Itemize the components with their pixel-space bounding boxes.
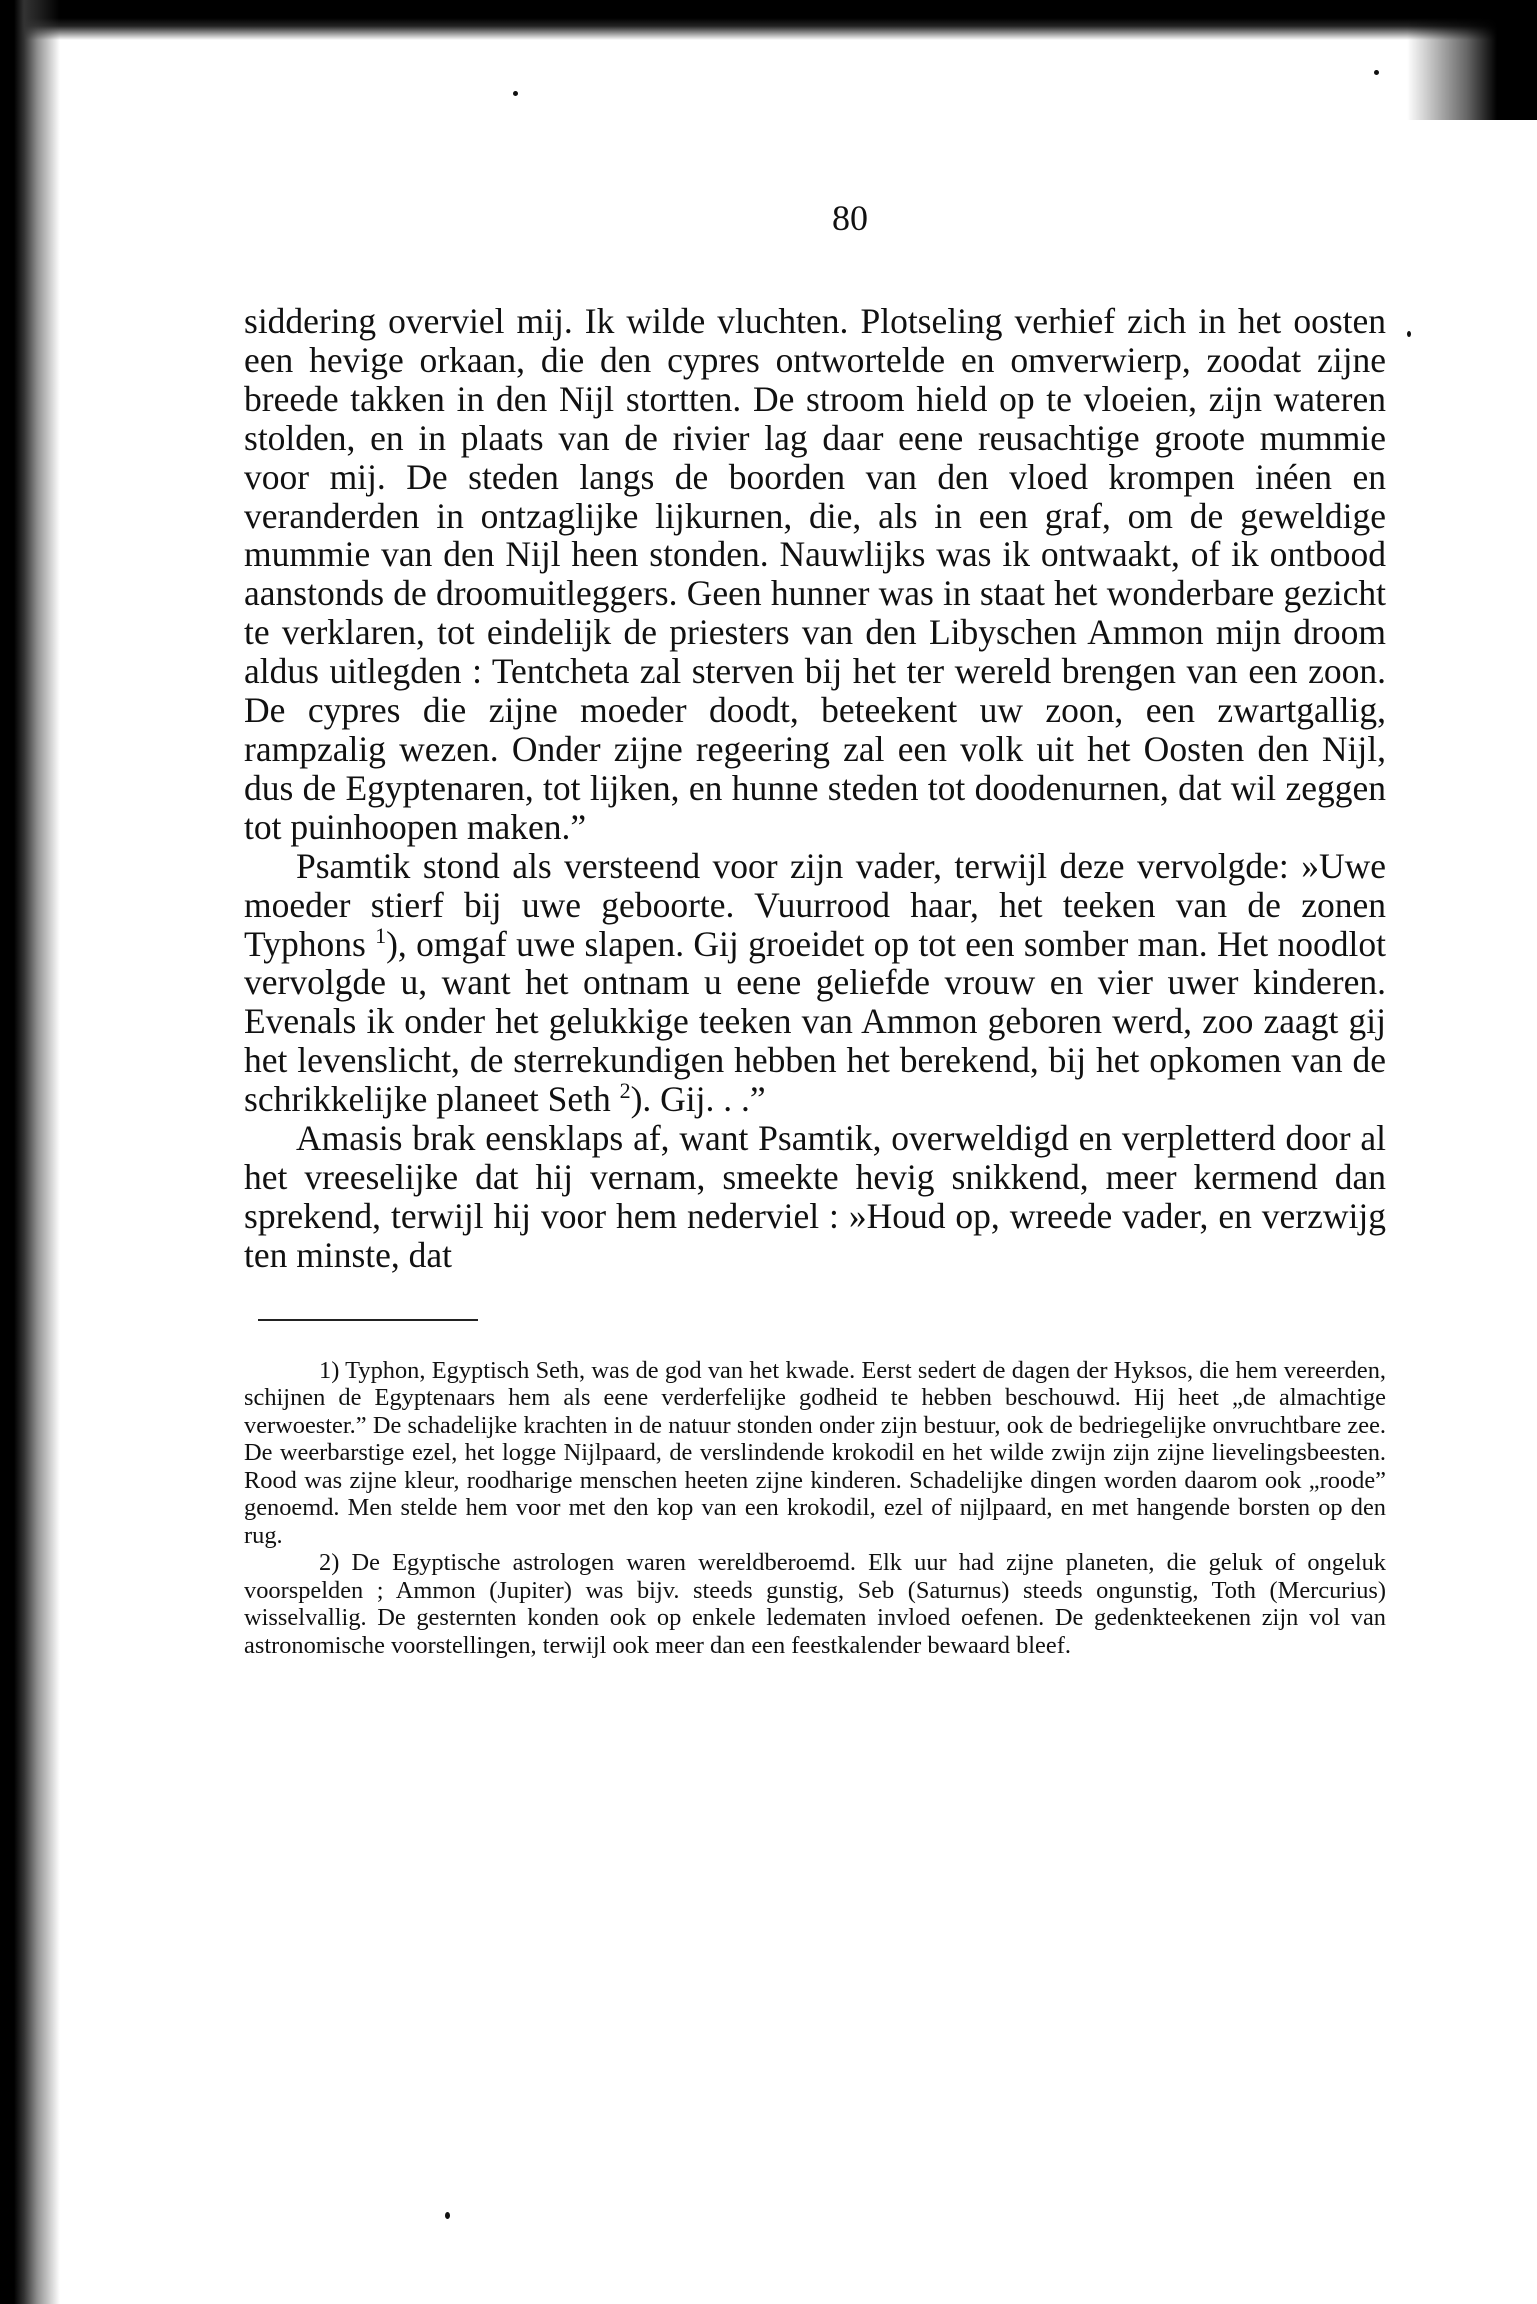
paragraph-2-text-c: ). Gij. . .” [630,1079,766,1120]
footnotes [244,1357,1386,1660]
ink-speck [1374,70,1379,75]
body-text [244,302,1386,1275]
footnote-ref-1: 1 [375,922,387,948]
scan-border-top [0,0,1537,40]
footnote-2: 2) De Egyptische astrologen waren wereldberoemd. Elk uur had zijne planeten, die geluk of ongeluk voorspelden ; Ammon (Jupiter) was bijv. steeds gunstig, Seb (Saturnus) steeds ongunstig, Toth (Mercurius) wisselvallig. De gesternten konden ook op enkele ledematen invloed oefenen. De gedenkteekenen zijn vol van astronomische voorstellingen, terwijl ook meer dan een feestkalender bewaard bleef. [244,1549,1386,1659]
scan-border-top-right [1407,0,1537,120]
footnote-divider [258,1319,478,1321]
paragraph-1: siddering overviel mij. Ik wilde vluchten. Plotseling verhief zich in het oosten een hevige orkaan, die den cypres ontwortelde en omverwierp, zoodat zijne breede takken in den Nijl stortten. De stroom hield op te vloeien, zijn wateren stolden, en in plaats van de rivier lag daar eene reusachtige groote mummie voor mij. De steden langs de boorden van den vloed krompen inéen en veranderden in ontzaglijke lijkurnen, die, als in een graf, om de geweldige mummie van den Nijl heen stonden. Nauwlijks was ik ontwaakt, of ik ontbood aanstonds de droomuitleggers. Geen hunner was in staat het wonderbare gezicht te verklaren, tot eindelijk de priesters van den Libyschen Ammon mijn droom aldus uitlegden : Tentcheta zal sterven bij het ter wereld brengen van een zoon. De cypres die zijne moeder doodt, beteekent uw zoon, een zwartgallig, rampzalig wezen. Onder zijne regeering zal een volk uit het Oosten den Nijl, dus de Egyptenaren, tot lijken, en hunne steden tot doodenurnen, dat wil zeggen tot puinhoopen maken.” [244,301,1386,847]
ink-speck [1407,331,1411,337]
paragraph-2 [244,847,1386,1119]
paragraph-2-text-b: ), omgaf uwe slapen. Gij groeidet op tot een somber man. Het noodlot vervolgde u, want het ontnam u eene geliefde vrouw en vier uwer kinderen. Evenals ik onder het gelukkige teeken van Ammon geboren werd, zoo zaagt gij het levenslicht, de sterrekundigen hebben het berekend, bij het opkomen van de schrikkelijke planeet Seth [244,923,1386,1120]
footnote-1: 1) Typhon, Egyptisch Seth, was de god van het kwade. Eerst sedert de dagen der Hyksos, die hem vereerden, schijnen de Egyptenaars hem als eene verderfelijke godheid te hebben beschouwd. Hij heet „de almachtige verwoester.” De schadelijke krachten in de natuur stonden onder zijn bestuur, ook de bedriegelijke onvruchtbare zee. De weerbarstige ezel, het logge Nijlpaard, de verslindende krokodil en het wilde zwijn zijn zijne lievelingsbeesten. Rood was zijne kleur, roodharige menschen heeten zijne kinderen. Schadelijke dingen worden daarom ook „roode” genoemd. Men stelde hem voor met den kop van een krokodil, ezel of nijlpaard, en met hangende borsten op den rug. [244,1356,1386,1549]
book-page [244,196,1386,1659]
paragraph-3: Amasis brak eensklaps af, want Psamtik, overweldigd en verpletterd door al het vreeselijke dat hij vernam, smeekte hevig snikkend, meer kermend dan sprekend, terwijl hij voor hem nederviel : »Houd op, wreede vader, en verzwijg ten minste, dat [244,1118,1386,1275]
scan-border-left [0,0,60,2304]
page-number: 80 [832,198,868,238]
ink-speck [445,2212,450,2219]
paragraph-2-text-a: Psamtik stond als versteend voor zijn vader, terwijl deze vervolgde: »Uwe moeder stierf bij uwe geboorte. Vuurrood haar, het teeken van de zonen Typhons [244,845,1386,964]
footnote-ref-2: 2 [619,1078,631,1104]
ink-speck [513,91,518,96]
